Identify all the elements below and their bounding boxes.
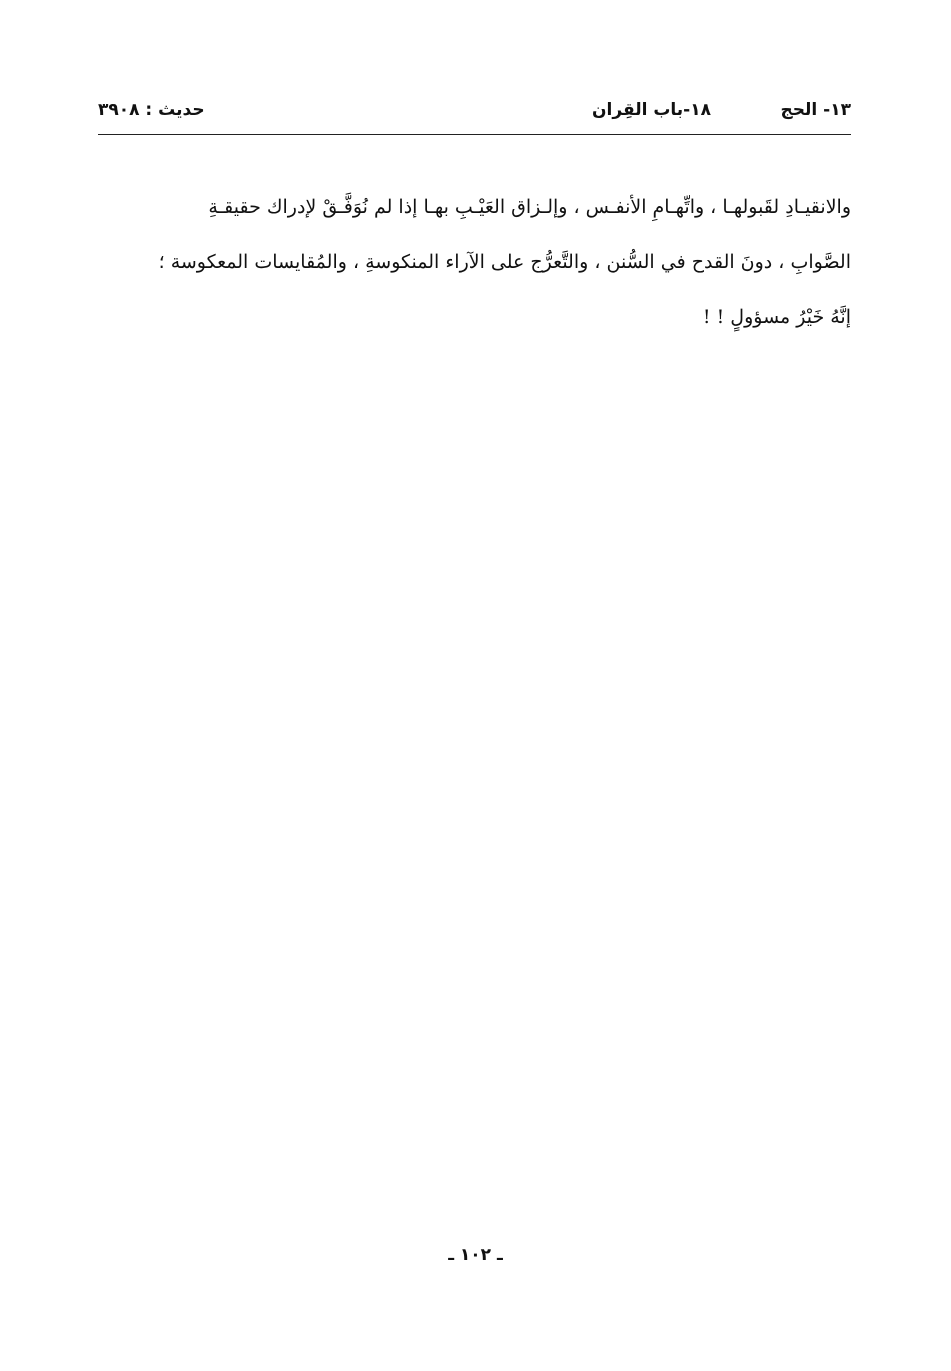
running-header	[98, 100, 851, 130]
body-line-2: الصَّوابِ ، دونَ القدح في السُّنن ، والتَّعرُّج على الآراء المنكوسةِ ، والمُقايسات المعكوسة ؛	[158, 251, 851, 273]
hadith-number: حديث : ٣٩٠٨	[98, 100, 205, 120]
body-text	[98, 180, 851, 345]
body-line-3: إنَّهُ خَيْرُ مسؤولٍ ! !	[702, 306, 851, 328]
header-divider	[98, 134, 851, 135]
section-title: ١٨-باب القِران	[592, 100, 711, 120]
chapter-title: ١٣- الحج	[780, 100, 851, 120]
body-line-1: والانقيـادِ لقَبولهـا ، واتِّهـامِ الأنفـس ، وإلـزاق العَيْـبِ بهـا إذا لم نُوَفَّـقْ لإدراك حقيقـةِ	[208, 196, 851, 218]
page-number: ـ ١٠٢ ـ	[448, 1245, 503, 1265]
